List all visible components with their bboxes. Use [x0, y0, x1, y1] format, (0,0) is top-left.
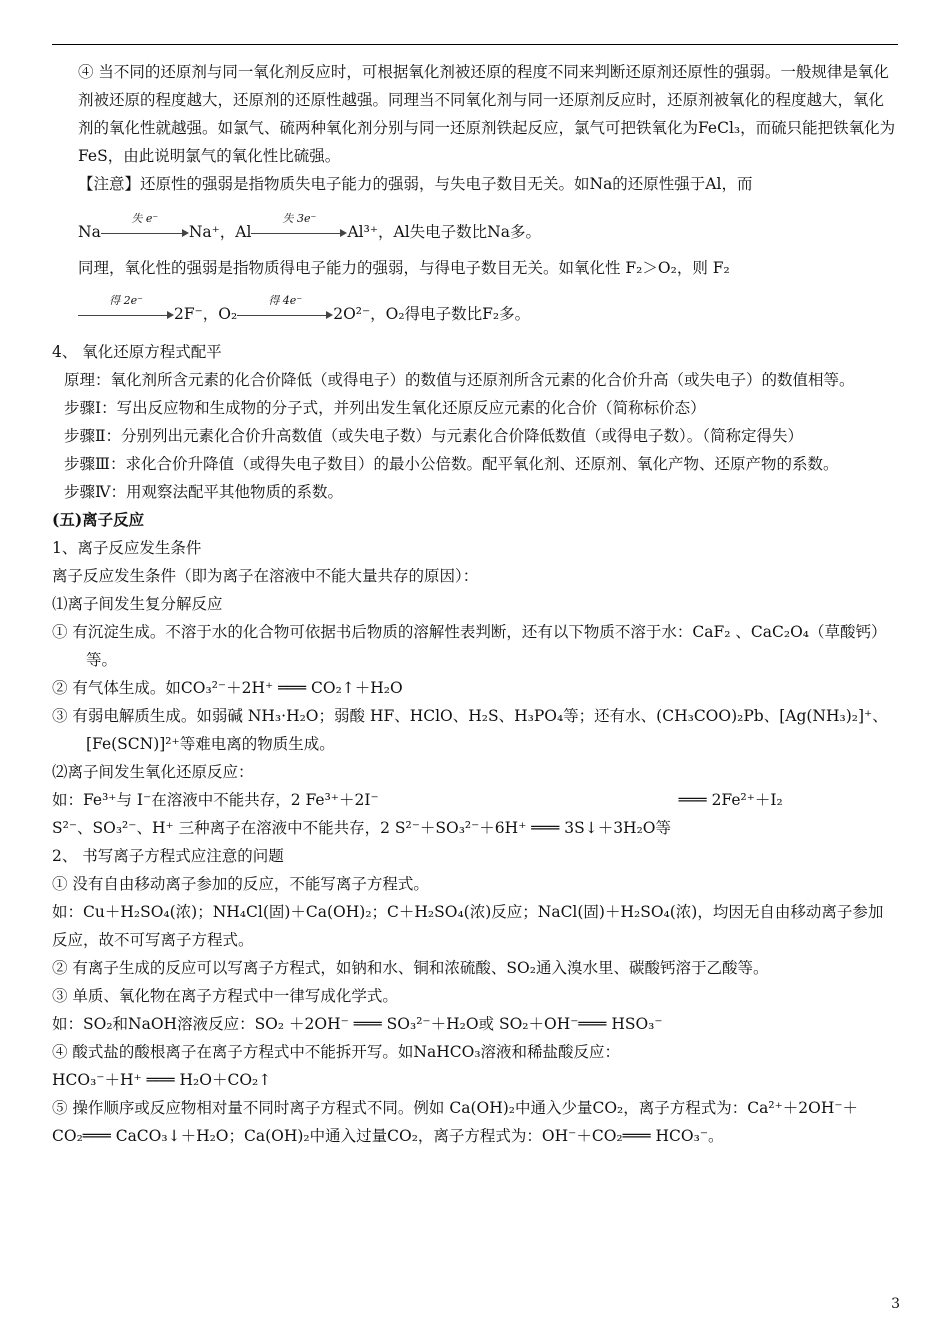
arrow-label: 失 e⁻: [131, 212, 159, 225]
section-5-1-a: ⑴离子间发生复分解反应: [52, 595, 223, 613]
arrow-label: 得 4e⁻: [268, 294, 303, 307]
arrow-gain-2e: [78, 294, 174, 328]
eq2-end: 2O²⁻，O₂得电子数比F₂多。: [333, 305, 531, 323]
section-5-2-4-example: HCO₃⁻＋H⁺ ═══ H₂O＋CO₂↑: [52, 1071, 272, 1089]
section-5-1-title: 1、离子反应发生条件: [52, 539, 202, 557]
section-5-2-1: ① 没有自由移动离子参加的反应，不能写离子方程式。: [52, 875, 429, 893]
b1-left: 如：Fe³⁺与 I⁻在溶液中不能共存，2 Fe³⁺＋2I⁻: [52, 791, 379, 809]
section-5-1-a2: ② 有气体生成。如CO₃²⁻＋2H⁺ ═══ CO₂↑＋H₂O: [52, 679, 403, 697]
eq1-na: Na: [78, 223, 101, 241]
section-5-1-b1: [52, 786, 898, 814]
section-4-principle: 原理：氧化剂所含元素的化合价降低（或得电子）的数值与还原剂所含元素的化合价升高（或失电子）的数值相等。: [64, 371, 855, 389]
arrow-label: 失 3e⁻: [282, 212, 317, 225]
section-5-2-2: ② 有离子生成的反应可以写离子方程式，如钠和水、铜和浓硫酸、SO₂通入溴水里、碳酸钙溶于乙酸等。: [52, 959, 769, 977]
arrow-lose-e: [101, 212, 189, 246]
equation-na-al: [52, 198, 898, 248]
arrow-gain-4e: [237, 294, 333, 328]
arrow-label: 得 2e⁻: [109, 294, 143, 307]
paragraph-reducing-strength: ④ 当不同的还原剂与同一氧化剂反应时，可根据氧化剂被还原的程度不同来判断还原剂还原性的强弱。一般规律是氧化剂被还原的程度越大，还原剂的还原性越强。同理当不同氧化剂与同一还原剂反应时，还原剂被氧化的程度越大，氧化剂的氧化性就越强。如氯气、硫两种氧化剂分别与同一还原剂铁起反应，氯气可把铁氧化为FeCl₃，而硫只能把铁氧化为FeS，由此说明氯气的氧化性比硫强。: [78, 63, 896, 165]
section-4-step3: 步骤Ⅲ：求化合价升降值（或得失电子数目）的最小公倍数。配平氧化剂、还原剂、氧化产物、还原产物的系数。: [64, 455, 839, 473]
page-number: 3: [891, 1296, 900, 1312]
section-4-step1: 步骤Ⅰ：写出反应物和生成物的分子式，并列出发生氧化还原反应元素的化合价（简称标价态）: [64, 399, 706, 417]
section-5-2-5: ⑤ 操作顺序或反应物相对量不同时离子方程式不同。例如 Ca(OH)₂中通入少量CO₂，离子方程式为：Ca²⁺＋2OH⁻＋CO₂═══ CaCO₃↓＋H₂O；Ca(OH)₂中通入过量CO₂，离子方程式为：OH⁻＋CO₂═══ HCO₃⁻。: [52, 1099, 859, 1145]
eq1-mid: Na⁺，Al: [188, 223, 252, 241]
section-4-title: 4、 氧化还原方程式配平: [52, 343, 222, 361]
section-4-step2: 步骤Ⅱ：分别列出元素化合价升高数值（或失电子数）与元素化合价降低数值（或得电子数）。（简称定得失）: [64, 427, 804, 445]
note-reducing: 【注意】还原性的强弱是指物质失电子能力的强弱，与失电子数目无关。如Na的还原性强于Al，而: [78, 175, 753, 193]
section-5-title: (五)离子反应: [52, 510, 145, 529]
section-5-2-4: ④ 酸式盐的酸根离子在离子方程式中不能拆开写。如NaHCO₃溶液和稀盐酸反应：: [52, 1043, 621, 1061]
document-body: [52, 58, 898, 1150]
header-rule: [52, 44, 898, 45]
eq2-mid: 2F⁻，O₂: [174, 305, 238, 323]
section-5-1-a3: ③ 有弱电解质生成。如弱碱 NH₃·H₂O；弱酸 HF、HClO、H₂S、H₃PO₄等；还有水、(CH₃COO)₂Pb、[Ag(NH₃)₂]⁺、[Fe(SCN)]²⁺等难电离的物质生成。: [52, 707, 888, 753]
arrow-lose-3e: [251, 212, 347, 246]
equation-f2-o2: [52, 282, 898, 330]
eq1-end: Al³⁺，Al失电子数比Na多。: [347, 223, 541, 241]
b1-right: ═══ 2Fe²⁺＋I₂: [678, 791, 783, 809]
section-5-2-3-example: 如：SO₂和NaOH溶液反应：SO₂ ＋2OH⁻ ═══ SO₃²⁻＋H₂O或 SO₂＋OH⁻═══ HSO₃⁻: [52, 1015, 663, 1033]
section-4-step4: 步骤Ⅳ：用观察法配平其他物质的系数。: [64, 483, 343, 501]
section-5-1-b: ⑵离子间发生氧化还原反应：: [52, 763, 254, 781]
section-5-1-b2: S²⁻、SO₃²⁻、H⁺ 三种离子在溶液中不能共存，2 S²⁻＋SO₃²⁻＋6H⁺ ═══ 3S↓＋3H₂O等: [52, 819, 671, 837]
section-5-2-3: ③ 单质、氧化物在离子方程式中一律写成化学式。: [52, 987, 398, 1005]
section-5-1-a1: ① 有沉淀生成。不溶于水的化合物可依据书后物质的溶解性表判断，还有以下物质不溶于水：CaF₂ 、CaC₂O₄（草酸钙）等。: [52, 623, 887, 669]
section-5-2-1-example: 如：Cu＋H₂SO₄(浓)；NH₄Cl(固)＋Ca(OH)₂；C＋H₂SO₄(浓)反应；NaCl(固)＋H₂SO₄(浓)，均因无自由移动离子参加反应，故不可写离子方程式。: [52, 903, 884, 949]
note-oxidizing: 同理，氧化性的强弱是指物质得电子能力的强弱，与得电子数目无关。如氧化性 F₂＞O₂，则 F₂: [78, 259, 730, 277]
section-5-1-intro: 离子反应发生条件（即为离子在溶液中不能大量共存的原因）：: [52, 567, 479, 585]
section-5-2-title: 2、 书写离子方程式应注意的问题: [52, 847, 284, 865]
